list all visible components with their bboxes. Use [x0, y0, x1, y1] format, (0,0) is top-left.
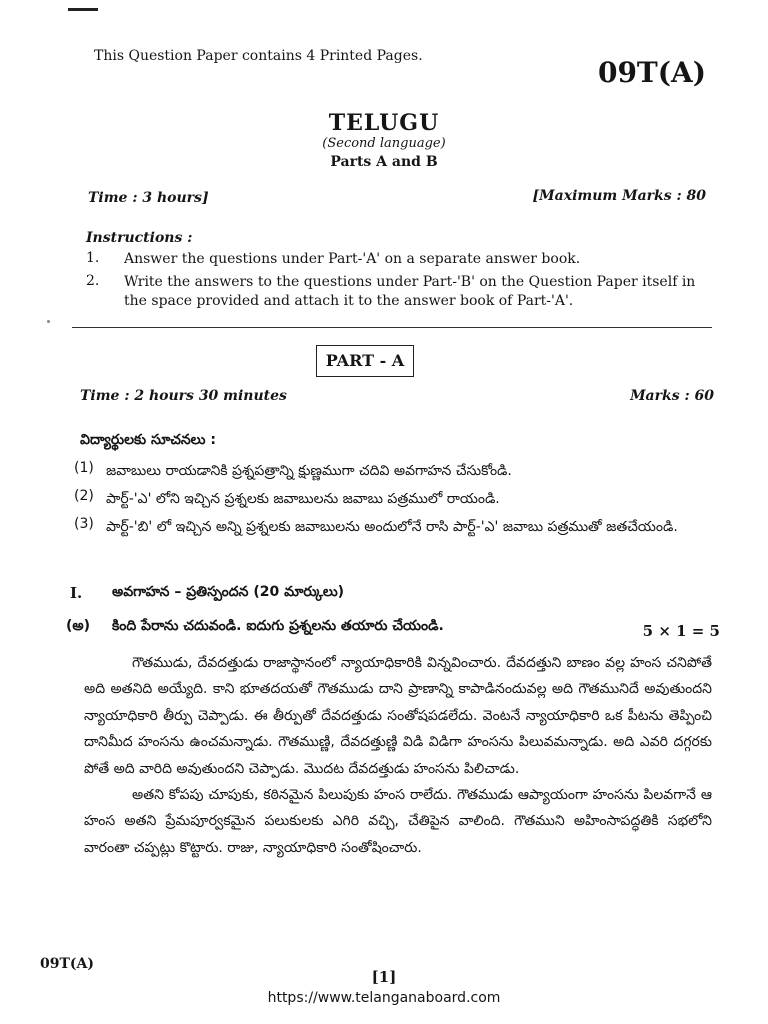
subsection-number: (అ) [66, 618, 90, 634]
source-url[interactable]: https://www.telanganaboard.com [267, 990, 501, 1006]
student-instruction-text: జవాబులు రాయడానికి ప్రశ్నపత్రాన్ని క్షుణ్ణముగా చదివి అవగాహన చేసుకోండి. [106, 463, 512, 479]
passage-paragraph: అతని కోపపు చూపుకు, కఠినమైన పిలుపుకు హంస రాలేదు. గౌతముడు ఆప్యాయంగా హంసను పిలవగానే ఆ హంస అతని ప్రేమపూర్వకమైన పలుకులకు ఎగిరి వచ్చి, చేతిపైన వాలింది. గౌతముని అహింసాపద్ధతికి సభలోని వారంతా చప్పట్లు కొట్టారు. రాజు, న్యాయాధికారి సంతోషించారు. [84, 787, 712, 856]
section-number: I. [70, 584, 83, 602]
instruction-number: 1. [86, 250, 100, 266]
student-instruction-number: (1) [74, 460, 94, 476]
parts-label: Parts A and B [330, 154, 438, 170]
page-count-note: This Question Paper contains 4 Printed Pages. [94, 48, 423, 64]
subsection-title: కింది పేరాను చదువండి. ఐదుగు ప్రశ్నలను తయారు చేయండి. [112, 618, 444, 634]
passage [84, 650, 712, 861]
student-instruction-text: పార్ట్-'బి' లో ఇచ్చిన అన్ని ప్రశ్నలకు జవాబులను అందులోనే రాసి పార్ట్-'ఎ' జవాబు పత్రముతో జతచేయండి. [106, 519, 678, 535]
paper-code: 09T(A) [597, 56, 706, 89]
part-a-marks: Marks : 60 [630, 388, 714, 404]
instruction-text: Write the answers to the questions under Part-'B' on the Question Paper itself in the space provided and attach it to the answer book of Part-'A'. [124, 274, 696, 309]
divider [72, 327, 712, 328]
student-instruction-text: పార్ట్-'ఎ' లోని ఇచ్చిన ప్రశ్నలకు జవాబులను జవాబు పత్రములో రాయండి. [106, 491, 500, 507]
section-title: అవగాహన – ప్రతిస్పందన (20 మార్కులు) [112, 584, 345, 600]
part-a-label: PART - A [325, 351, 405, 370]
scan-speck [47, 320, 50, 323]
total-time: Time : 3 hours] [88, 190, 209, 206]
footer-paper-code: 09T(A) [40, 956, 95, 972]
instruction-text: Answer the questions under Part-'A' on a separate answer book. [124, 251, 581, 267]
part-a-box [316, 345, 414, 377]
max-marks: [Maximum Marks : 80 [532, 188, 706, 204]
student-instructions-title: విద్యార్థులకు సూచనలు : [80, 432, 216, 448]
passage-paragraph: గౌతముడు, దేవదత్తుడు రాజాస్థానంలో న్యాయాధికారికి విన్నవించారు. దేవదత్తుని బాణం వల్ల హంస చనిపోతే అది అతనిది అయ్యేది. కాని భూతదయతో గౌతముడు దాని ప్రాణాన్ని కాపాడినందువల్ల అది గౌతమునిదే అవుతుందని న్యాయాధికారి తీర్పు చెప్పాడు. ఈ తీర్పుతో దేవదత్తుడు సంతోషపడలేదు. వెంటనే న్యాయాధికారి ఒక పీటను తెప్పించి దానిమీద హంసను ఉంచమన్నాడు. గౌతముణ్ణి, దేవదత్తుణ్ణి విడి విడిగా హంసను పిలువమన్నాడు. అది ఎవరి దగ్గరకు పోతే అది వారిది అవుతుందని చెప్పాడు. మొదట దేవదత్తుడు హంసను పిలిచాడు. [84, 655, 712, 777]
part-a-time: Time : 2 hours 30 minutes [80, 388, 287, 404]
top-scan-mark [68, 8, 98, 11]
instruction-number: 2. [86, 273, 100, 289]
instructions-title: Instructions : [86, 230, 193, 246]
subject-title: TELUGU [328, 110, 440, 136]
subject-subtitle: (Second language) [322, 136, 446, 151]
subsection-marks: 5 × 1 = 5 [642, 622, 720, 640]
page-number: [1] [371, 968, 397, 986]
student-instruction-number: (3) [74, 516, 94, 532]
student-instruction-number: (2) [74, 488, 94, 504]
